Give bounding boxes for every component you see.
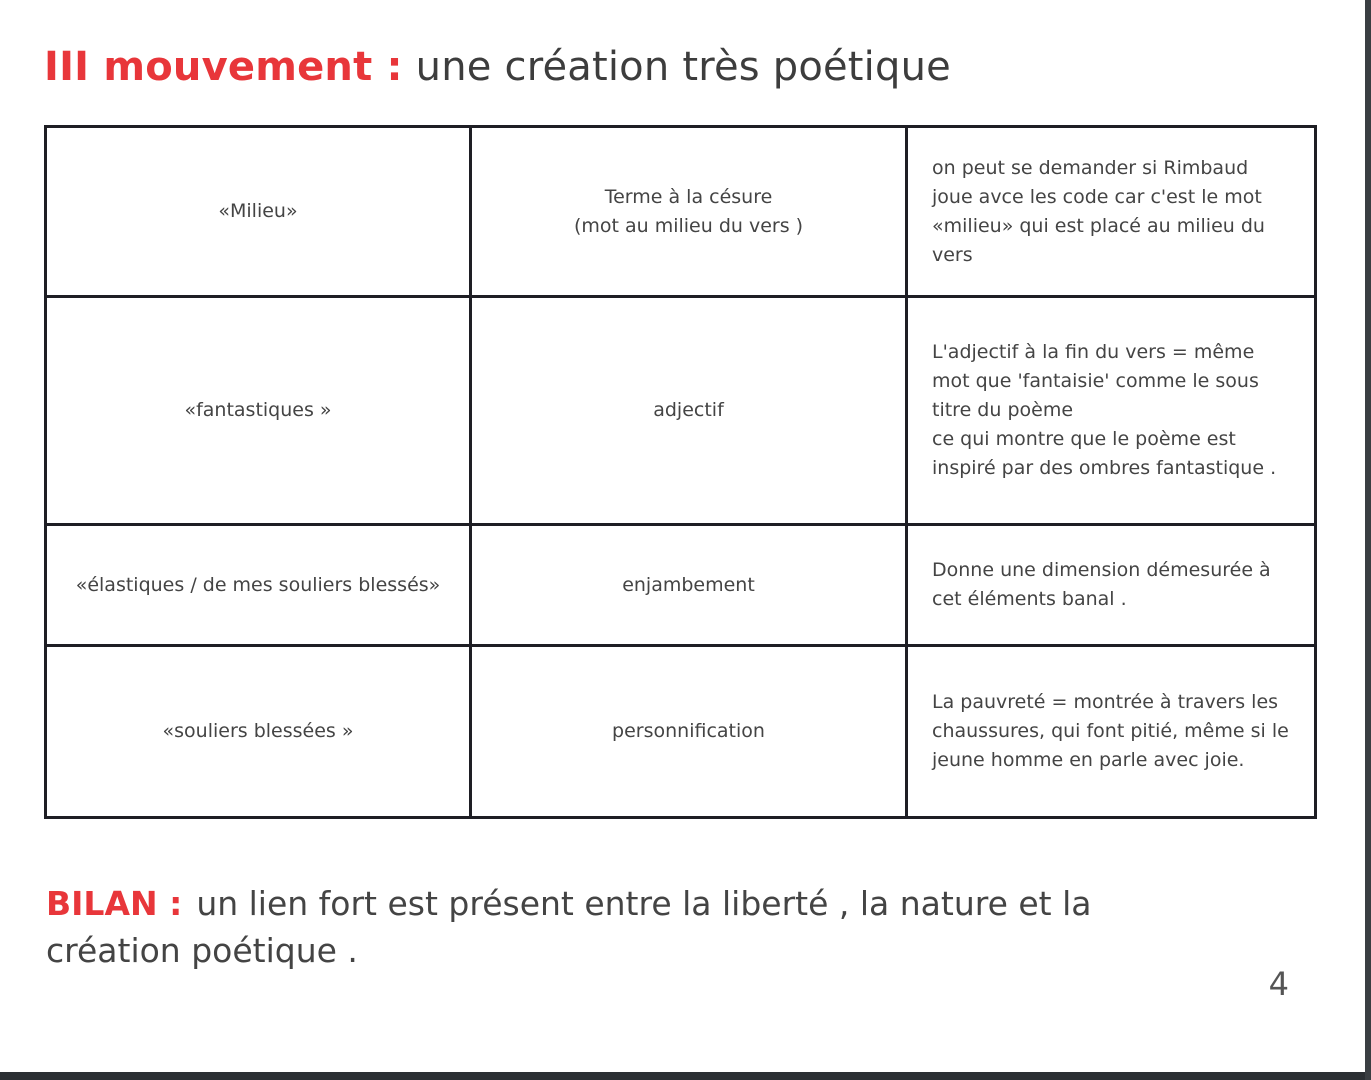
table-row [46, 646, 1316, 818]
bilan-text: un lien fort est présent entre la liberté , la nature et la création poétique . [46, 884, 1092, 970]
device-line: enjambement [622, 573, 755, 596]
comment-line: La pauvreté = montrée à travers les [932, 691, 1279, 713]
device-cell [471, 297, 907, 525]
comment-line: «milieu» qui est placé au milieu du [932, 214, 1265, 237]
comment-line: jeune homme en parle avec joie. [932, 749, 1245, 771]
bilan-paragraph [46, 880, 1176, 974]
section-label: III mouvement : [44, 44, 403, 90]
bilan-label: BILAN : [46, 884, 183, 923]
comment-line: vers [932, 243, 973, 266]
table-row [46, 297, 1316, 525]
device-line: (mot au milieu du vers ) [573, 214, 804, 237]
device-line: personnification [612, 720, 765, 742]
comment-line: inspiré par des ombres fantastique . [932, 457, 1277, 479]
comment-cell [907, 525, 1316, 646]
device-cell [471, 646, 907, 818]
page-number: 4 [1268, 965, 1289, 1003]
section-subtitle: une création très poétique [415, 44, 951, 90]
analysis-table [44, 125, 1317, 819]
comment-line: mot que 'fantaisie' comme le sous [932, 370, 1259, 392]
comment-cell [907, 646, 1316, 818]
comment-line: titre du poème [932, 399, 1074, 421]
comment-line: chaussures, qui font pitié, même si le [932, 720, 1289, 742]
comment-line: on peut se demander si Rimbaud [932, 156, 1249, 179]
comment-line: L'adjectif à la fin du vers = même [932, 341, 1255, 363]
comment-line: ce qui montre que le poème est [932, 428, 1236, 450]
comment-cell [907, 127, 1316, 297]
comment-line: Donne une dimension démesurée à [932, 559, 1271, 581]
device-line: adjectif [653, 399, 724, 421]
comment-line: cet éléments banal . [932, 588, 1127, 610]
quote-cell: «fantastiques » [46, 297, 471, 525]
device-line: Terme à la césure [604, 185, 773, 208]
table-row [46, 127, 1316, 297]
device-cell [471, 127, 907, 297]
page-edge-right [1365, 0, 1371, 1080]
comment-cell [907, 297, 1316, 525]
device-cell [471, 525, 907, 646]
quote-cell: «souliers blessées » [46, 646, 471, 818]
page-edge-bottom [0, 1072, 1371, 1080]
quote-cell: «Milieu» [46, 127, 471, 297]
page-title [44, 42, 951, 92]
comment-line: joue avce les code car c'est le mot [932, 185, 1262, 208]
quote-cell: «élastiques / de mes souliers blessés» [46, 525, 471, 646]
table-row [46, 525, 1316, 646]
